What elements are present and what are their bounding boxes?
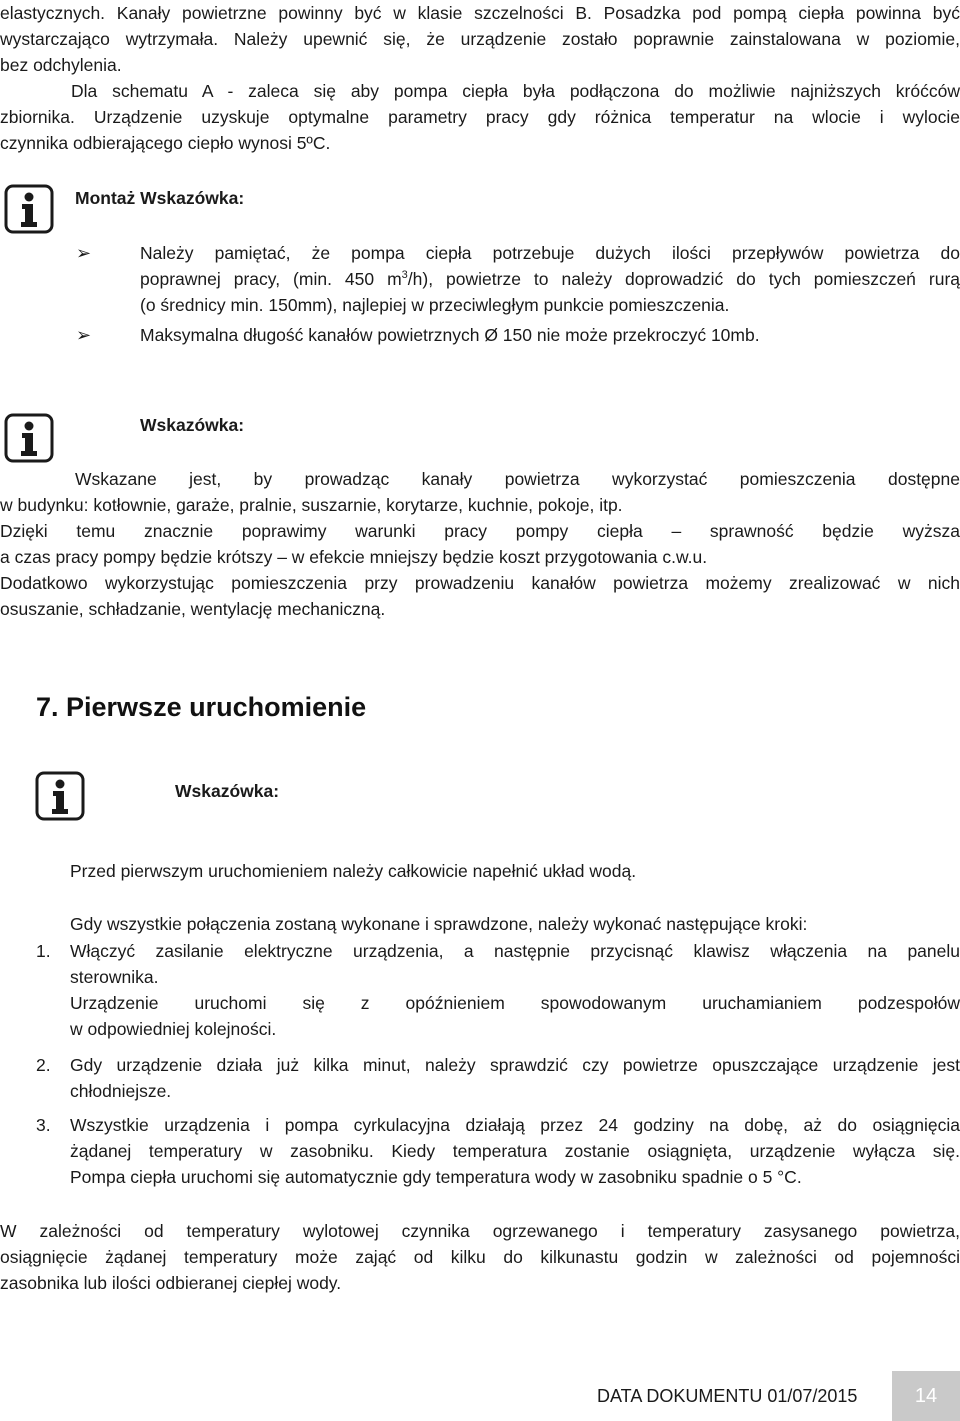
bullet-arrow-icon: ➢ (76, 243, 92, 263)
tip-title: Wskazówka: (175, 781, 280, 801)
intro-line: czynnika odbierającego ciepło wynosi 5ºC. (0, 133, 331, 153)
step-line: chłodniejsze. (70, 1081, 172, 1101)
intro-line: elastycznych. Kanały powietrzne powinny być w klasie szczelności B. Posadzka pod pompą ciepła powinna być (0, 3, 960, 23)
info-icon (35, 771, 85, 821)
montaz-item-line: (o średnicy min. 150mm), najlepiej w przeciwległym punkcie pomieszczenia. (140, 295, 730, 315)
closing-line: zasobnika lub ilości odbieranej ciepłej wody. (0, 1273, 342, 1293)
section-heading: 7. Pierwsze uruchomienie (36, 692, 367, 722)
montaz-item-2: Maksymalna długość kanałów powietrznych Ø 150 nie może przekroczyć 10mb. (140, 325, 760, 345)
intro-line: zbiornika. Urządzenie uzyskuje optymalne parametry pracy gdy różnica temperatur na wlocie i wylocie (0, 107, 960, 127)
step-line: w odpowiedniej kolejności. (70, 1019, 277, 1039)
step-item (70, 1112, 960, 1190)
step-item (70, 1052, 960, 1104)
tip-line: w budynku: kotłownie, garaże, pralnie, suszarnie, korytarze, kuchnie, pokoje, itp. (0, 495, 623, 515)
montaz-item-line: Należy pamiętać, że pompa ciepła potrzebuje dużych ilości przepływów powietrza do (140, 243, 960, 263)
step-line: Wszystkie urządzenia i pompa cyrkulacyjna działają przez 24 godziny na dobę, aż do osiągnięcia (70, 1115, 960, 1135)
step-number: 1. (36, 941, 51, 961)
montaz-item-line (140, 266, 960, 292)
closing-paragraph (0, 1218, 960, 1296)
montaz-text-part: poprawnej pracy, (min. 450 m (140, 269, 402, 289)
tip-line: Dodatkowo wykorzystując pomieszczenia przy prowadzeniu kanałów powietrza możemy zrealizować w nich (0, 573, 960, 593)
intro-line: bez odchylenia. (0, 55, 122, 75)
step-line: Włączyć zasilanie elektryczne urządzenia, a następnie przycisnąć klawisz włączenia na panelu (70, 941, 960, 961)
step-number: 3. (36, 1115, 51, 1135)
page-number-badge (892, 1371, 960, 1421)
closing-line: W zależności od temperatury wylotowej czynnika ogrzewanego i temperatury zasysanego powietrza, (0, 1221, 960, 1241)
intro-line: wystarczająco wytrzymała. Należy upewnić się, że urządzenie zostało poprawnie zainstalowana w poziomie, (0, 29, 960, 49)
montaz-title: Montaż Wskazówka: (75, 188, 245, 208)
superscript: 3 (401, 269, 408, 281)
intro-line: Dla schematu A - zaleca się aby pompa ciepła była podłączona do możliwie najniższych króćców (71, 81, 960, 101)
step-line: żądanej temperatury w zasobniku. Kiedy temperatura zostanie osiągnięta, urządzenie wyłącza się. (70, 1141, 960, 1161)
tip-line: a czas pracy pompy będzie krótszy – w efekcie mniejszy będzie koszt przygotowania c.w.u. (0, 547, 708, 567)
page-number: 14 (914, 1384, 938, 1407)
step-line: Urządzenie uruchomi się z opóźnieniem spowodowanym uruchamianiem podzespołów (70, 993, 960, 1013)
step-item (70, 938, 960, 1042)
step-line: Gdy urządzenie działa już kilka minut, należy sprawdzić czy powietrze opuszczające urządzenie jest (70, 1055, 960, 1075)
tip-line: Dzięki temu znacznie poprawimy warunki pracy pompy ciepła – sprawność będzie wyższa (0, 521, 960, 541)
first-start-note: Przed pierwszym uruchomieniem należy całkowicie napełnić układ wodą. (70, 861, 637, 881)
intro-paragraph (0, 0, 960, 156)
document-date: DATA DOKUMENTU 01/07/2015 (597, 1386, 858, 1406)
step-number: 2. (36, 1055, 51, 1075)
info-icon (4, 184, 54, 234)
tip-line: osuszanie, schładzanie, wentylację mechaniczną. (0, 599, 386, 619)
closing-line: osiągnięcie żądanej temperatury może zająć od kilku do kilkunastu godzin w zależności od pojemności (0, 1247, 960, 1267)
montaz-text-part: /h), powietrze to należy doprowadzić do tych pomieszczeń rurą (407, 269, 960, 289)
tip-paragraph (0, 466, 960, 622)
montaz-item-1 (140, 240, 960, 318)
step-line: sterownika. (70, 967, 159, 987)
bullet-arrow-icon: ➢ (76, 325, 92, 345)
tip-title: Wskazówka: (140, 415, 245, 435)
info-icon (4, 413, 54, 463)
step-line: Pompa ciepła uruchomi się automatycznie gdy temperatura wody w zasobniku spadnie o 5 °C. (70, 1167, 802, 1187)
steps-intro: Gdy wszystkie połączenia zostaną wykonane i sprawdzone, należy wykonać następujące kroki: (70, 914, 808, 934)
tip-line: Wskazane jest, by prowadząc kanały powietrza wykorzystać pomieszczenia dostępne (75, 469, 960, 489)
